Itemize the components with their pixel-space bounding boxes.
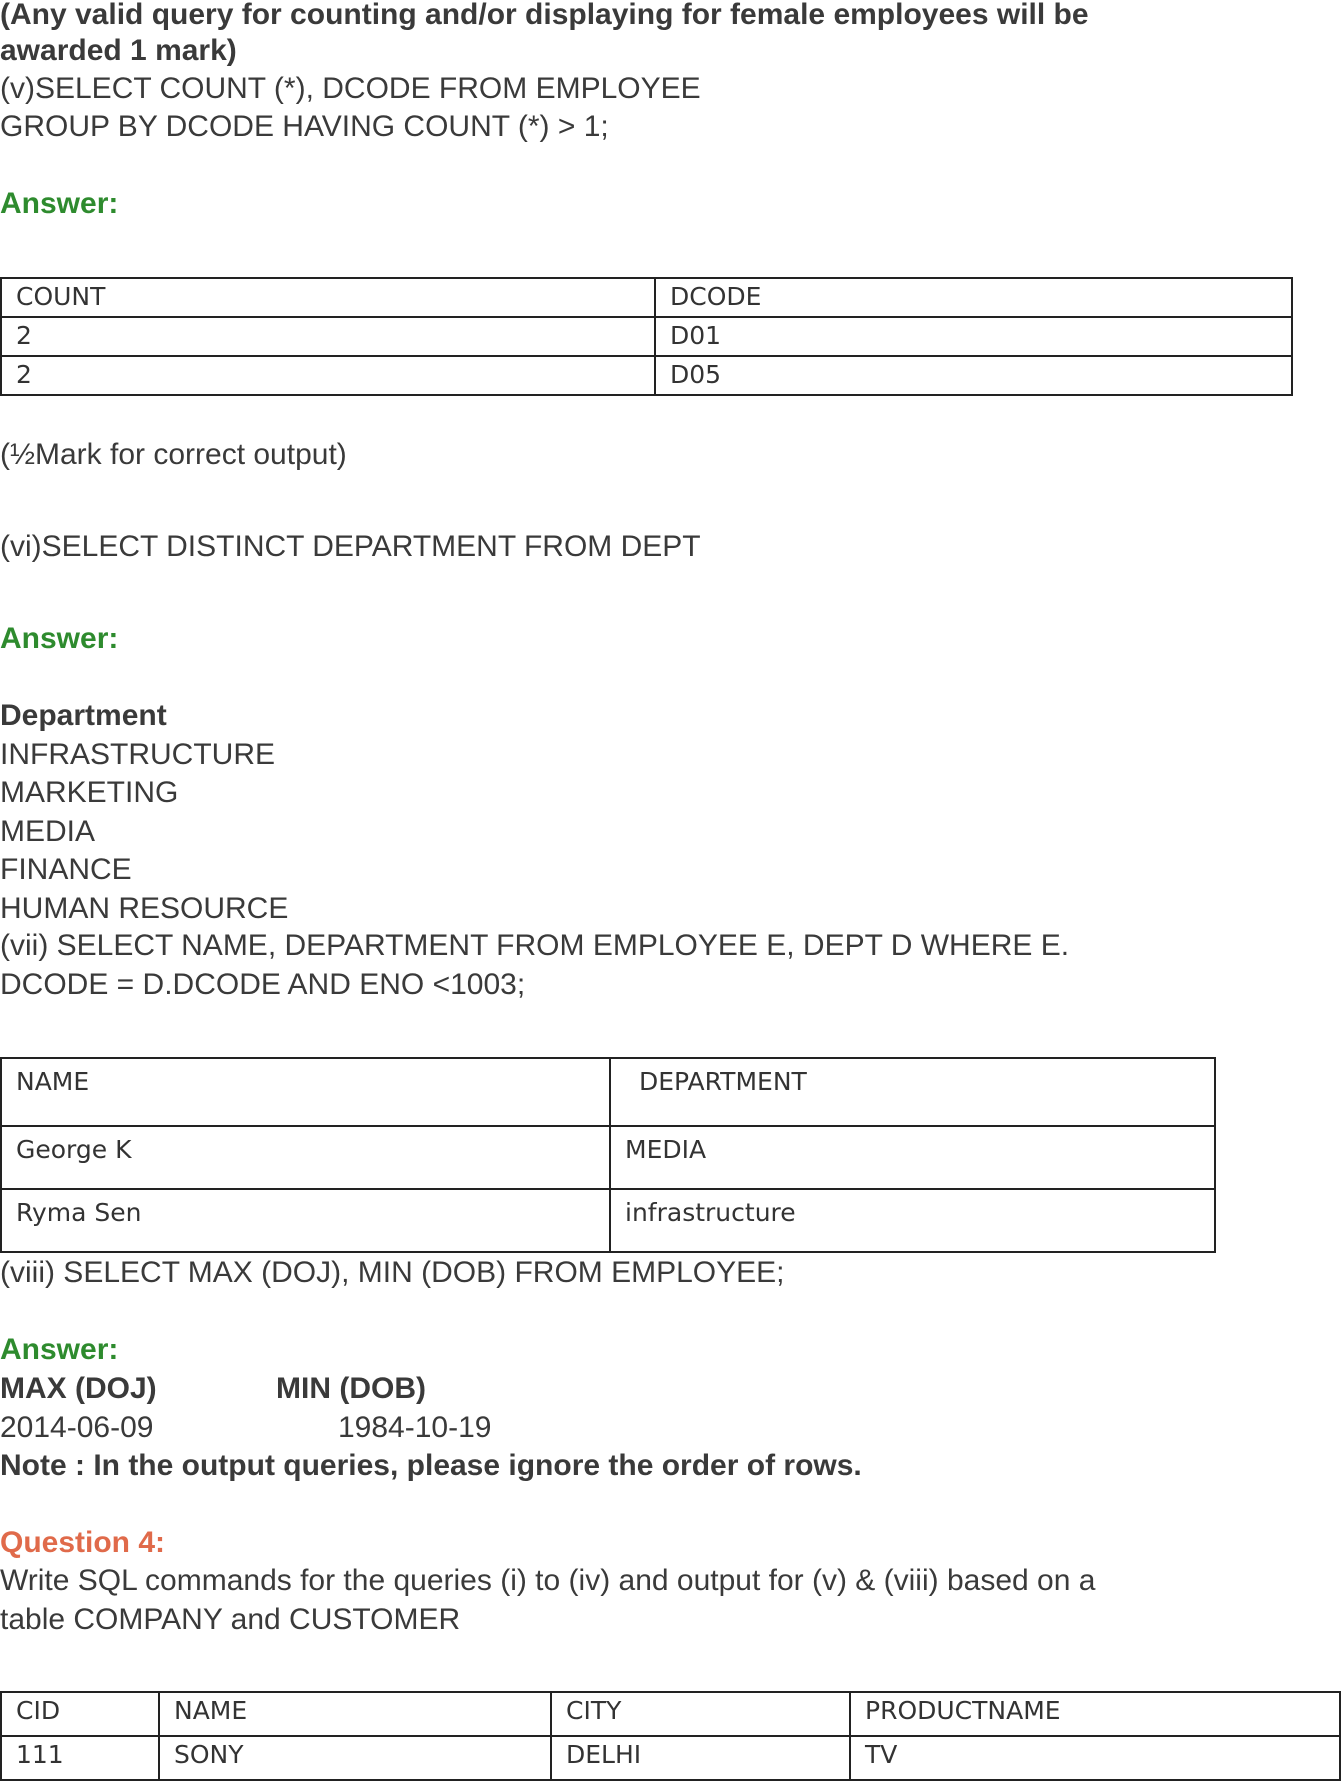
table-cell: TV <box>850 1736 1340 1780</box>
table-cell: 111 <box>1 1736 159 1780</box>
table-cell: infrastructure <box>610 1189 1215 1252</box>
min-dob-value: 1984-10-19 <box>338 1411 492 1444</box>
q6-query: (vi)SELECT DISTINCT DEPARTMENT FROM DEPT <box>0 530 701 563</box>
answer-label-2: Answer: <box>0 622 119 655</box>
department-item: MEDIA <box>0 815 96 848</box>
answer-label-1: Answer: <box>0 187 119 220</box>
table-header-cell: DEPARTMENT <box>610 1058 1215 1126</box>
department-item: FINANCE <box>0 853 132 886</box>
table-cell: SONY <box>159 1736 551 1780</box>
table-header-cell: PRODUCTNAME <box>850 1692 1340 1736</box>
half-mark-note: (½Mark for correct output) <box>0 438 347 471</box>
table-cell: DELHI <box>551 1736 850 1780</box>
name-department-table <box>0 1057 1216 1253</box>
table-row <box>1 1736 1340 1780</box>
department-item: INFRASTRUCTURE <box>0 738 275 771</box>
table-header-cell: NAME <box>1 1058 610 1126</box>
department-item: HUMAN RESOURCE <box>0 892 289 925</box>
q5-line1: (v)SELECT COUNT (*), DCODE FROM EMPLOYEE <box>0 72 701 105</box>
table-cell: MEDIA <box>610 1126 1215 1189</box>
table-header-cell: CITY <box>551 1692 850 1736</box>
table-header-row <box>1 1692 1340 1736</box>
q5-line2: GROUP BY DCODE HAVING COUNT (*) > 1; <box>0 110 609 143</box>
table-cell: D05 <box>655 356 1292 395</box>
max-doj-heading: MAX (DOJ) <box>0 1372 157 1405</box>
min-dob-heading: MIN (DOB) <box>276 1372 426 1405</box>
table-cell: 2 <box>1 317 655 356</box>
question4-line2: table COMPANY and CUSTOMER <box>0 1603 461 1636</box>
q7-line1: (vii) SELECT NAME, DEPARTMENT FROM EMPLOYEE E, DEPT D WHERE E. <box>0 929 1070 962</box>
table-header-row <box>1 1058 1215 1126</box>
table-cell: D01 <box>655 317 1292 356</box>
table-row <box>1 1126 1215 1189</box>
table-header-cell: CID <box>1 1692 159 1736</box>
question4-line1: Write SQL commands for the queries (i) to (iv) and output for (v) & (viii) based on a <box>0 1564 1096 1597</box>
table-header-cell: DCODE <box>655 278 1292 317</box>
department-heading: Department <box>0 699 167 732</box>
table-header-cell: NAME <box>159 1692 551 1736</box>
table-row <box>1 1189 1215 1252</box>
q7-line2: DCODE = D.DCODE AND ENO <1003; <box>0 968 526 1001</box>
table-header-row <box>1 278 1292 317</box>
q8-query: (viii) SELECT MAX (DOJ), MIN (DOB) FROM EMPLOYEE; <box>0 1256 785 1289</box>
department-item: MARKETING <box>0 776 179 809</box>
table-cell: George K <box>1 1126 610 1189</box>
count-dcode-table <box>0 277 1293 396</box>
table-row <box>1 317 1292 356</box>
intro-note: (Any valid query for counting and/or displaying for female employees will be <box>0 0 1089 31</box>
question4-label: Question 4: <box>0 1526 166 1559</box>
answer-label-3: Answer: <box>0 1333 119 1366</box>
table-cell: Ryma Sen <box>1 1189 610 1252</box>
order-note: Note : In the output queries, please ignore the order of rows. <box>0 1449 862 1482</box>
company-table <box>0 1691 1341 1781</box>
table-header-cell: COUNT <box>1 278 655 317</box>
intro-note-cont: awarded 1 mark) <box>0 34 237 67</box>
max-doj-value: 2014-06-09 <box>0 1411 154 1444</box>
table-row <box>1 356 1292 395</box>
table-cell: 2 <box>1 356 655 395</box>
